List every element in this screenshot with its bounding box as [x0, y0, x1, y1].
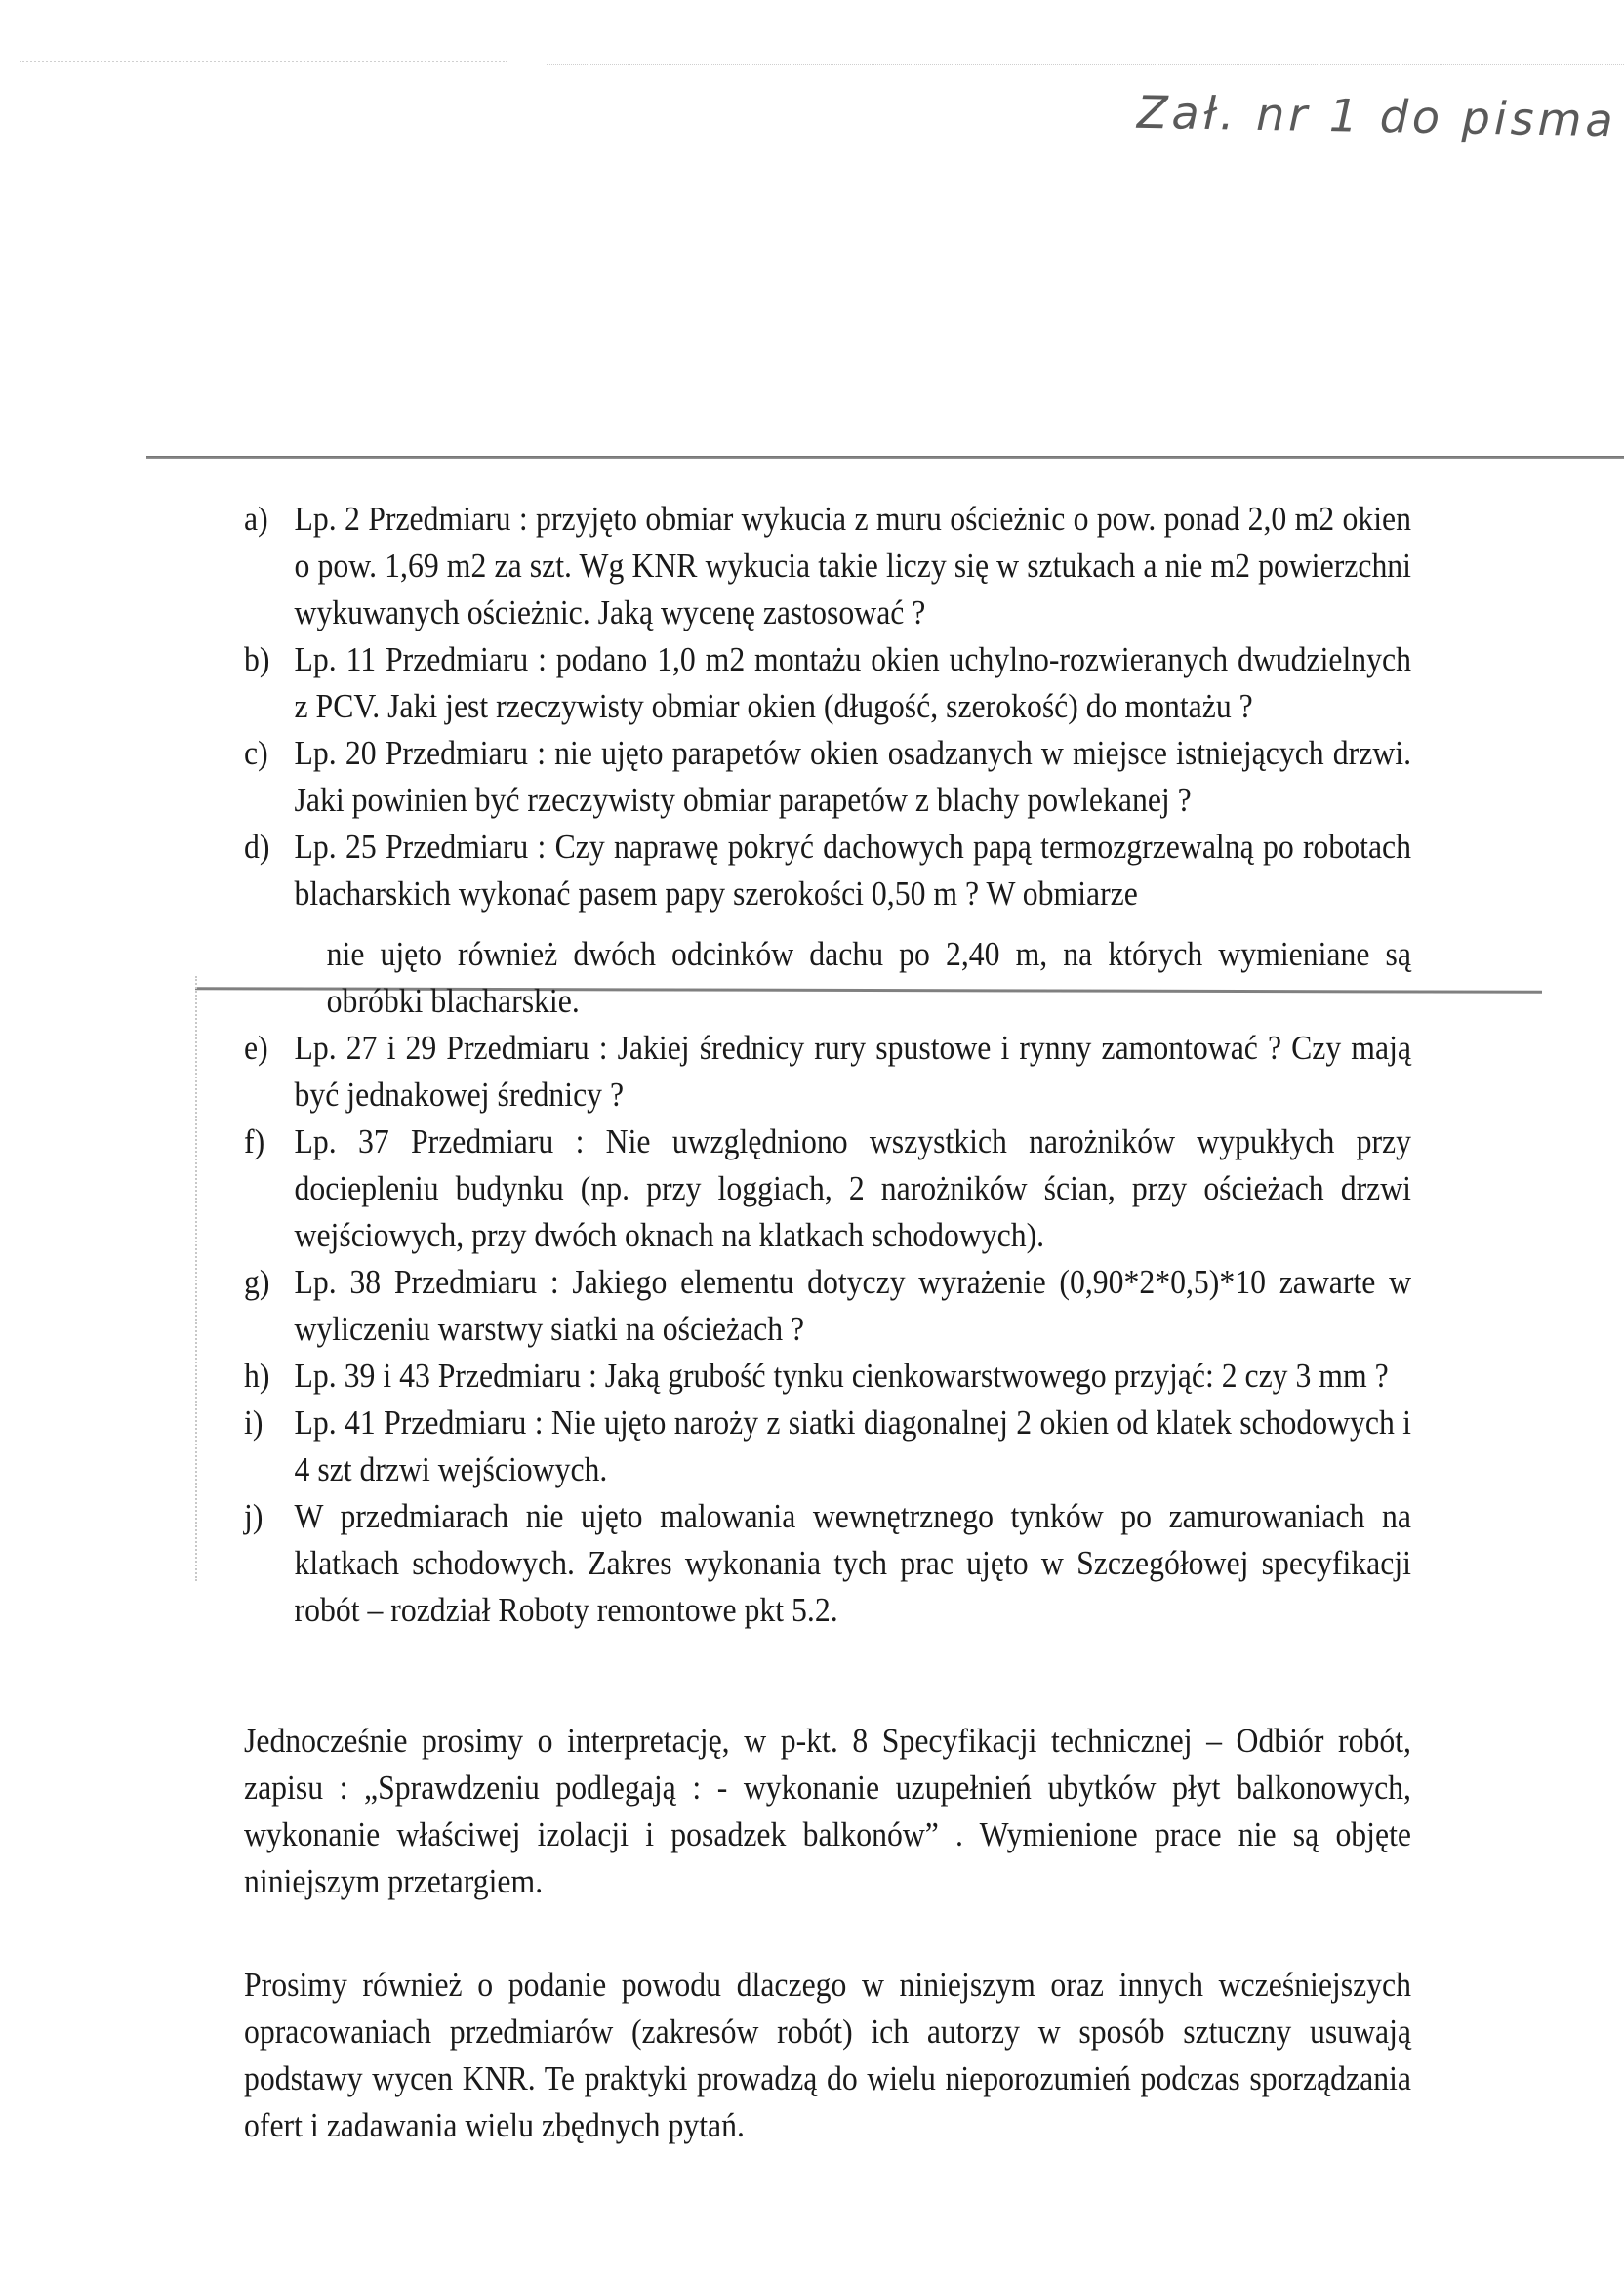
item-letter: h) [244, 1358, 270, 1395]
item-text: W przedmiarach nie ujęto malowania wewnętrznego tynków po zamurowaniach na klatkach schodowych. Zakres wykonania tych prac ujęto w Szczegółowej specyfikacji robót – rozdział Roboty remontowe pkt 5.2. [294, 1498, 1411, 1629]
item-text: Lp. 37 Przedmiaru : Nie uwzględniono wszystkich narożników wypukłych przy dociepleniu budynku (np. przy loggiach, 2 narożników ścian, przy ościeżach drzwi wejściowych, przy dwóch oknach na klatkach schodowych). [294, 1123, 1411, 1254]
item-letter: e) [244, 1030, 268, 1067]
question-item-e [244, 1025, 1411, 1119]
interpretation-request-paragraph: Jednocześnie prosimy o interpretację, w p-kt. 8 Specyfikacji technicznej – Odbiór robót, zapisu : „Sprawdzeniu podlegają : - wykonanie uzupełnień ubytków płyt balkonowych, wykonanie właściwej izolacji i posadzek balkonów” . Wymienione prace nie są objęte niniejszym przetargiem. [244, 1723, 1411, 1900]
item-text: Lp. 25 Przedmiaru : Czy naprawę pokryć dachowych papą termozgrzewalną po robotach blacharskich wykonać pasem papy szerokości 0,50 m ? W obmiarze [294, 829, 1411, 913]
question-item-a [244, 496, 1411, 636]
item-text: Lp. 2 Przedmiaru : przyjęto obmiar wykucia z muru ościeżnic o pow. ponad 2,0 m2 okien o pow. 1,69 m2 za szt. Wg KNR wykucia takie liczy się w sztukach a nie m2 powierzchni wykuwanych ościeżnic. Jaką wycenę zastosować ? [294, 501, 1411, 631]
item-text: Lp. 20 Przedmiaru : nie ujęto parapetów okien osadzanych w miejsce istniejących drzwi. Jaki powinien być rzeczywisty obmiar parapetów z blachy powlekanej ? [294, 735, 1411, 819]
document-body [244, 496, 1411, 2149]
item-letter: a) [244, 501, 268, 538]
question-item-f [244, 1119, 1411, 1259]
item-letter: b) [244, 641, 270, 678]
item-text: Lp. 11 Przedmiaru : podano 1,0 m2 montażu okien uchylno-rozwieranych dwudzielnych z PCV. Jaki jest rzeczywisty obmiar okien (długość, szerokość) do montażu ? [294, 641, 1411, 725]
knr-reason-request-paragraph: Prosimy również o podanie powodu dlaczego w niniejszym oraz innych wcześniejszych opracowaniach przedmiarów (zakresów robót) ich autorzy w sposób sztuczny usuwają podstawy wycen KNR. Te praktyki prowadzą do wielu nieporozumień podczas sporządzania ofert i zadawania wielu zbędnych pytań. [244, 1967, 1411, 2144]
question-item-c [244, 730, 1411, 824]
question-item-d-continued [244, 931, 1411, 1025]
handwritten-note: Zał. nr 1 do pisma [1136, 85, 1618, 147]
question-list [244, 496, 1411, 1634]
scan-artifact [20, 61, 508, 74]
item-letter: i) [244, 1404, 264, 1442]
question-item-i [244, 1400, 1411, 1493]
question-item-g [244, 1259, 1411, 1353]
item-text: Lp. 41 Przedmiaru : Nie ujęto naroży z siatki diagonalnej 2 okien od klatek schodowych i 4 szt drzwi wejściowych. [294, 1404, 1411, 1488]
question-item-b [244, 636, 1411, 730]
item-text: Lp. 27 i 29 Przedmiaru : Jakiej średnicy rury spustowe i rynny zamontować ? Czy mają być jednakowej średnicy ? [294, 1030, 1411, 1114]
scan-artifact [547, 64, 1624, 67]
item-letter: d) [244, 829, 270, 866]
question-item-h [244, 1353, 1411, 1400]
item-letter [276, 931, 327, 1025]
item-text: nie ujęto również dwóch odcinków dachu po 2,40 m, na których wymieniane są obróbki blacharskie. [326, 936, 1411, 1020]
item-text: Lp. 38 Przedmiaru : Jakiego elementu dotyczy wyrażenie (0,90*2*0,5)*10 zawarte w wyliczeniu warstwy siatki na ościeżach ? [294, 1264, 1411, 1348]
item-letter: g) [244, 1264, 270, 1301]
item-letter: c) [244, 735, 268, 772]
question-item-j [244, 1493, 1411, 1634]
item-letter: j) [244, 1498, 264, 1535]
item-letter: f) [244, 1123, 265, 1160]
item-text: Lp. 39 i 43 Przedmiaru : Jaką grubość tynku cienkowarstwowego przyjąć: 2 czy 3 mm ? [294, 1358, 1389, 1395]
scan-artifact [195, 976, 199, 1581]
question-item-d [244, 824, 1411, 917]
horizontal-rule [146, 456, 1624, 459]
